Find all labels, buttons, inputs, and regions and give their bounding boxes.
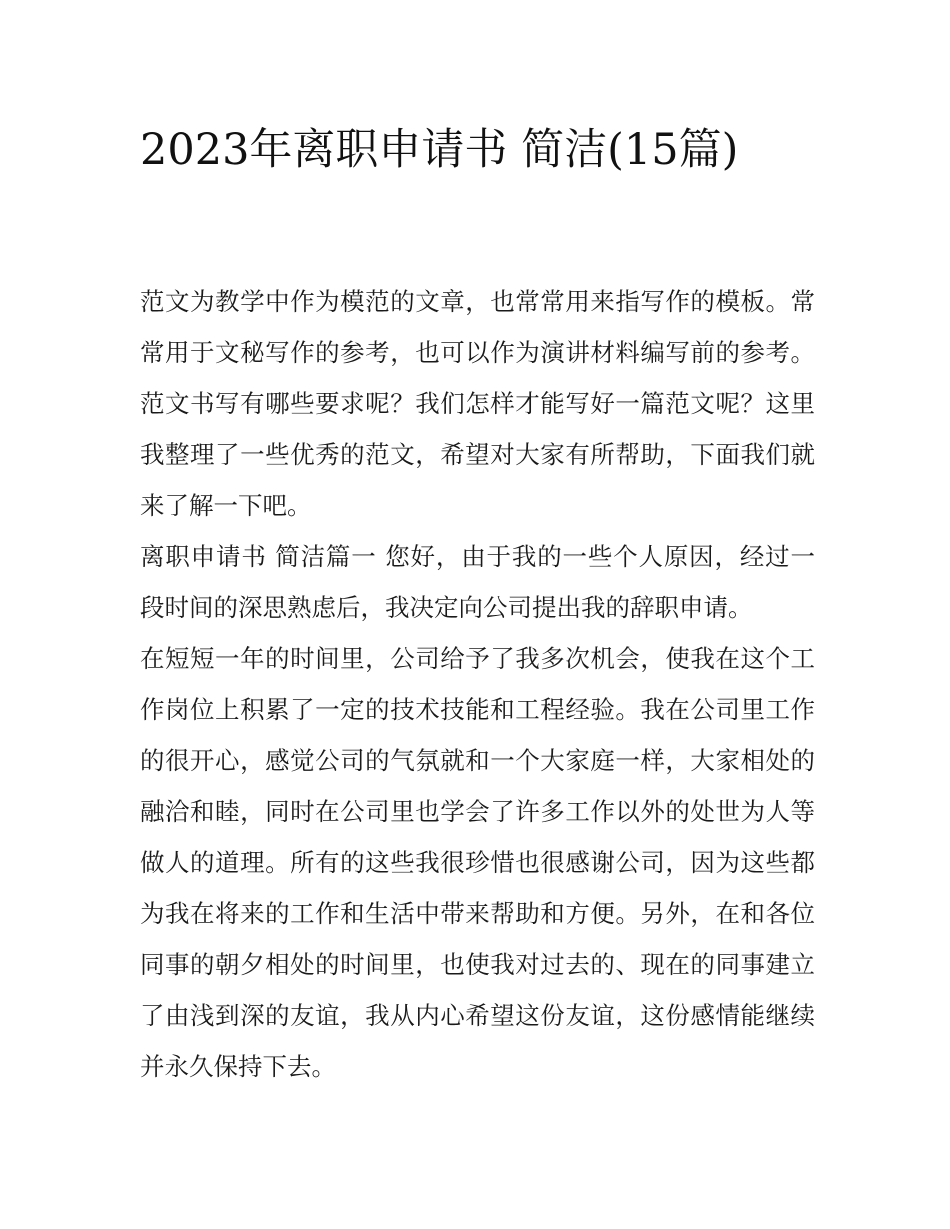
- document-title: 2023年离职申请书 简洁(15篇): [140, 125, 739, 175]
- letter-opening-paragraph: 离职申请书 简洁篇一 您好，由于我的一些个人原因，经过一段时间的深思熟虑后，我决定向公司提出我的辞职申请。: [140, 542, 815, 622]
- letter-body-paragraph: 在短短一年的时间里，公司给予了我多次机会，使我在这个工作岗位上积累了一定的技术技能和工程经验。我在公司里工作的很开心，感觉公司的气氛就和一个大家庭一样，大家相处的融洽和睦，同时在公司里也学会了许多工作以外的处世为人等做人的道理。所有的这些我很珍惜也很感谢公司，因为这些都为我在将来的工作和生活中带来帮助和方便。另外，在和各位同事的朝夕相处的时间里，也使我对过去的、现在的同事建立了由浅到深的友谊，我从内心希望这份友谊，这份感情能继续并永久保持下去。: [140, 644, 815, 1081]
- intro-paragraph: 范文为教学中作为模范的文章，也常常用来指写作的模板。常常用于文秘写作的参考，也可以作为演讲材料编写前的参考。范文书写有哪些要求呢？我们怎样才能写好一篇范文呢？这里我整理了一些优秀的范文，希望对大家有所帮助，下面我们就来了解一下吧。: [140, 287, 815, 520]
- document-body: [140, 276, 815, 1092]
